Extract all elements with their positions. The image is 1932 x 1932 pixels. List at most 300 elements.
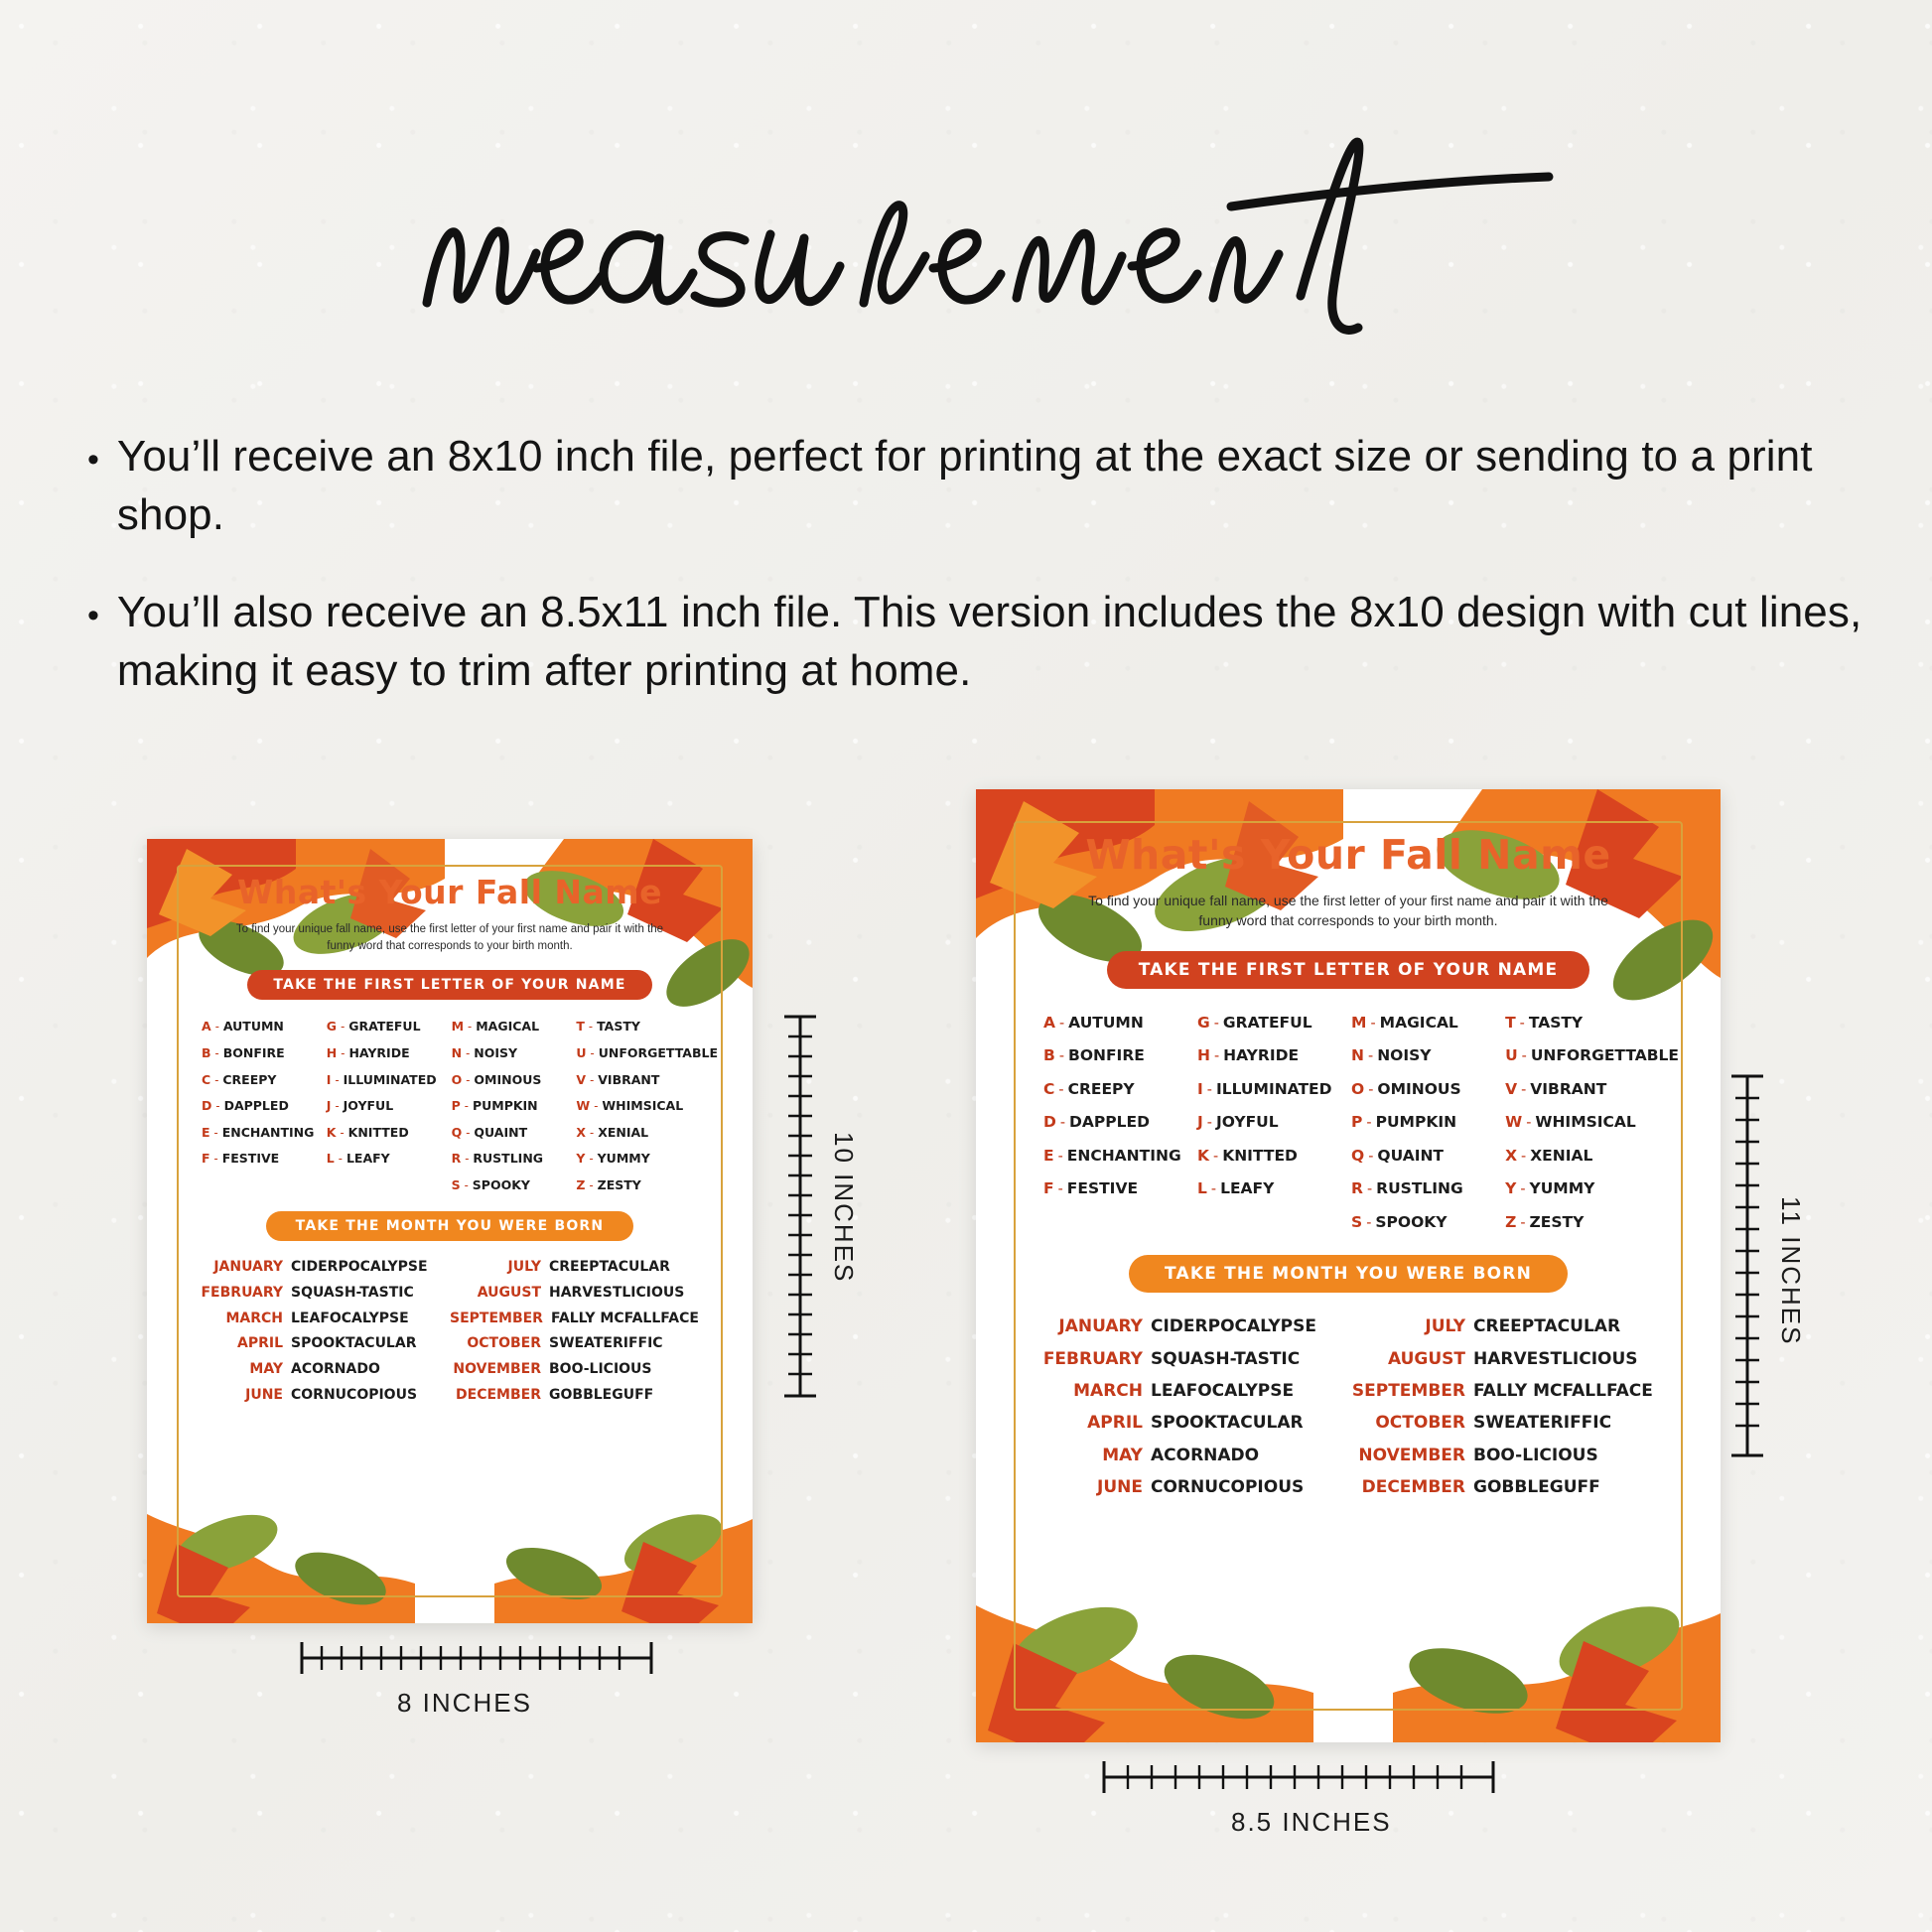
letter-key: M	[1351, 1013, 1367, 1032]
month-name: SEPTEMBER	[450, 1310, 543, 1326]
letter-entry	[202, 1014, 327, 1040]
month-word: SPOOKTACULAR	[1151, 1413, 1304, 1434]
letter-word: YUMMY	[597, 1151, 650, 1167]
letter-word: AUTUMN	[1068, 1013, 1144, 1032]
ruler-horizontal-left	[298, 1638, 655, 1683]
letter-word: BONFIRE	[222, 1044, 285, 1060]
letter-entry	[327, 1014, 452, 1040]
letter-key: R	[1351, 1179, 1363, 1198]
letter-entry	[576, 1040, 718, 1067]
dash-separator: -	[215, 1099, 220, 1114]
letter-key: Y	[576, 1151, 586, 1167]
month-word: BOO-LICIOUS	[549, 1361, 652, 1378]
ruler-horizontal-right	[1100, 1757, 1497, 1802]
letter-entry	[452, 1093, 577, 1120]
bullet-dot: •	[87, 441, 99, 479]
letter-entry	[576, 1014, 718, 1040]
letter-word: JOYFUL	[343, 1098, 394, 1114]
ruler-label-right-width: 8.5 INCHES	[1231, 1807, 1392, 1837]
month-word: SQUASH-TASTIC	[291, 1284, 414, 1301]
dash-separator: -	[1059, 1114, 1066, 1132]
letter-key: E	[1043, 1146, 1054, 1165]
letter-key: T	[576, 1019, 585, 1035]
letter-key: Q	[1351, 1146, 1365, 1165]
letter-key: N	[1351, 1046, 1365, 1065]
letter-entry	[1197, 1206, 1351, 1240]
letter-key: U	[1505, 1046, 1518, 1065]
letter-word: LEAFY	[345, 1151, 390, 1167]
ruler-label-right-height: 11 INCHES	[1776, 1196, 1806, 1346]
month-entry	[192, 1357, 450, 1383]
month-name: JULY	[1425, 1316, 1465, 1337]
letter-entry	[1197, 1039, 1351, 1073]
letter-key: B	[1043, 1046, 1055, 1065]
month-name: MAY	[249, 1361, 283, 1378]
letter-word: UNFORGETTABLE	[598, 1044, 718, 1060]
letter-entry	[327, 1120, 452, 1147]
letter-word: WHIMSICAL	[1535, 1113, 1636, 1132]
month-entry	[450, 1255, 708, 1281]
letters-grid	[182, 1014, 718, 1198]
letter-key: L	[1197, 1179, 1207, 1198]
letter-word: XENIAL	[598, 1124, 649, 1140]
letter-entry	[1043, 1140, 1197, 1173]
letter-word: KNITTED	[347, 1124, 409, 1140]
letter-word: ENCHANTING	[1066, 1146, 1181, 1165]
letter-entry	[327, 1067, 452, 1094]
letter-word: ZESTY	[1529, 1212, 1585, 1231]
letter-entry	[1043, 1007, 1197, 1040]
bullet-text: You’ll also receive an 8.5x11 inch file. This version includes the 8x10 design with cut lines, making it easy to trim after printing at home.	[116, 587, 1863, 696]
letter-word: WHIMSICAL	[602, 1098, 684, 1114]
month-name: JANUARY	[1058, 1316, 1143, 1337]
bullet-list	[87, 427, 1864, 739]
ruler-vertical-left	[780, 1013, 820, 1405]
month-word: SWEATERIFFIC	[1473, 1413, 1612, 1434]
dash-separator: -	[1368, 1047, 1374, 1065]
letter-key: L	[326, 1151, 335, 1167]
letter-entry	[1043, 1173, 1197, 1206]
dash-separator: -	[341, 1045, 345, 1060]
month-word: ACORNADO	[1151, 1445, 1260, 1465]
letter-entry	[327, 1173, 452, 1199]
letter-word: JOYFUL	[1215, 1113, 1279, 1132]
letter-key: B	[202, 1044, 211, 1060]
month-entry	[450, 1281, 708, 1307]
letter-entry	[1043, 1039, 1197, 1073]
month-entry	[1026, 1311, 1348, 1342]
month-word: FALLY MCFALLFACE	[1473, 1381, 1653, 1402]
dash-separator: -	[1521, 1147, 1527, 1165]
letter-entry	[1351, 1173, 1505, 1206]
letter-key: Y	[1505, 1179, 1517, 1198]
dash-separator: -	[1368, 1147, 1374, 1165]
letter-key: H	[326, 1044, 338, 1060]
letter-word: RUSTLING	[473, 1151, 544, 1167]
letter-key: J	[1197, 1113, 1203, 1132]
month-entry	[1026, 1471, 1348, 1503]
dash-separator: -	[1521, 1080, 1527, 1098]
dash-separator: -	[589, 1152, 594, 1167]
letter-key: G	[326, 1019, 338, 1035]
banner-letters: TAKE THE FIRST LETTER OF YOUR NAME	[1107, 951, 1590, 989]
month-name: JULY	[507, 1258, 541, 1275]
letter-word: CREEPY	[222, 1071, 277, 1087]
month-name: SEPTEMBER	[1351, 1381, 1465, 1402]
dash-separator: -	[468, 1020, 473, 1035]
month-word: SQUASH-TASTIC	[1151, 1348, 1301, 1369]
letter-entry	[1197, 1173, 1351, 1206]
ruler-label-left-height: 10 INCHES	[829, 1132, 859, 1284]
month-name: MARCH	[1073, 1381, 1143, 1402]
letter-key: V	[1505, 1079, 1518, 1098]
letter-word: RUSTLING	[1376, 1179, 1463, 1198]
letter-key: R	[451, 1151, 462, 1167]
letter-word: TASTY	[597, 1019, 640, 1035]
dash-separator: -	[465, 1152, 470, 1167]
month-word: CIDERPOCALYPSE	[291, 1258, 428, 1275]
month-name: DECEMBER	[456, 1387, 541, 1404]
letter-entry	[202, 1146, 327, 1173]
months-grid	[192, 1255, 708, 1409]
letter-entry	[1351, 1039, 1505, 1073]
month-entry	[450, 1383, 708, 1409]
letter-word: FESTIVE	[221, 1151, 280, 1167]
month-entry	[1026, 1343, 1348, 1375]
letter-key: Q	[451, 1124, 463, 1140]
dash-separator: -	[1058, 1047, 1064, 1065]
letter-word: DAPPLED	[1069, 1113, 1150, 1132]
month-name: JANUARY	[213, 1258, 283, 1275]
dash-separator: -	[464, 1099, 469, 1114]
dash-separator: -	[1058, 1080, 1064, 1098]
dash-separator: -	[1213, 1014, 1219, 1032]
month-name: APRIL	[1087, 1413, 1143, 1434]
letter-key: K	[326, 1124, 337, 1140]
poster-title: What's Your Fall Name	[236, 873, 663, 911]
month-entry	[192, 1255, 450, 1281]
letter-entry	[1197, 1106, 1351, 1140]
dash-separator: -	[1519, 1014, 1525, 1032]
dash-separator: -	[1057, 1147, 1063, 1165]
dash-separator: -	[341, 1020, 345, 1035]
month-entry	[450, 1357, 708, 1383]
dash-separator: -	[1057, 1180, 1063, 1198]
month-word: CORNUCOPIOUS	[1151, 1476, 1305, 1497]
dash-separator: -	[335, 1072, 340, 1087]
dash-separator: -	[1521, 1047, 1527, 1065]
month-name: APRIL	[236, 1335, 283, 1352]
dash-separator: -	[1213, 1147, 1219, 1165]
dash-separator: -	[589, 1178, 594, 1193]
letter-entry	[576, 1120, 718, 1147]
dash-separator: -	[1370, 1014, 1376, 1032]
poster-8x10[interactable]	[147, 839, 753, 1623]
dash-separator: -	[466, 1072, 471, 1087]
month-name: OCTOBER	[467, 1335, 541, 1352]
letter-key: S	[1351, 1212, 1363, 1231]
month-word: BOO-LICIOUS	[1473, 1445, 1598, 1465]
letter-word: PUMPKIN	[1375, 1113, 1457, 1132]
dash-separator: -	[590, 1072, 595, 1087]
letter-entry	[327, 1146, 452, 1173]
letter-word: GRATEFUL	[1222, 1013, 1312, 1032]
letter-word: BONFIRE	[1068, 1046, 1145, 1065]
month-word: ACORNADO	[291, 1361, 380, 1378]
month-word: LEAFOCALYPSE	[1151, 1381, 1295, 1402]
month-name: NOVEMBER	[1358, 1445, 1465, 1465]
dash-separator: -	[1206, 1114, 1212, 1132]
month-word: HARVESTLICIOUS	[1473, 1348, 1638, 1369]
months-grid	[1026, 1311, 1671, 1503]
letter-word: SPOOKY	[472, 1177, 530, 1193]
letter-key: U	[576, 1044, 587, 1060]
dash-separator: -	[1206, 1080, 1212, 1098]
dash-separator: -	[466, 1125, 471, 1140]
dash-separator: -	[1366, 1180, 1373, 1198]
dash-separator: -	[464, 1178, 469, 1193]
letter-word: OMINOUS	[1377, 1079, 1461, 1098]
month-entry	[1348, 1440, 1671, 1471]
dash-separator: -	[214, 1072, 219, 1087]
dash-separator: -	[213, 1125, 218, 1140]
letter-entry	[576, 1067, 718, 1094]
dash-separator: -	[1214, 1047, 1220, 1065]
month-entry	[450, 1307, 708, 1332]
letter-word: CREEPY	[1067, 1079, 1135, 1098]
month-name: FEBRUARY	[201, 1284, 283, 1301]
letter-entry	[202, 1040, 327, 1067]
month-word: FALLY MCFALLFACE	[550, 1310, 699, 1326]
letter-entry	[452, 1040, 577, 1067]
letter-word: ILLUMINATED	[343, 1071, 437, 1087]
letter-word: HAYRIDE	[1223, 1046, 1300, 1065]
month-word: CORNUCOPIOUS	[291, 1387, 418, 1404]
letter-word: MAGICAL	[476, 1019, 540, 1035]
letter-key: F	[202, 1151, 210, 1167]
dash-separator: -	[1520, 1180, 1526, 1198]
month-word: GOBBLEGUFF	[549, 1387, 654, 1404]
letter-entry	[1197, 1140, 1351, 1173]
letter-entry	[202, 1093, 327, 1120]
letter-entry	[452, 1120, 577, 1147]
dash-separator: -	[594, 1099, 599, 1114]
month-name: FEBRUARY	[1042, 1348, 1143, 1369]
letter-entry	[1505, 1140, 1679, 1173]
letter-entry	[202, 1173, 327, 1199]
poster-title: What's Your Fall Name	[1085, 831, 1611, 879]
letter-word: NOISY	[1377, 1046, 1432, 1065]
month-entry	[1026, 1407, 1348, 1439]
letter-entry	[452, 1067, 577, 1094]
letter-key: C	[202, 1071, 211, 1087]
letter-word: PUMPKIN	[472, 1098, 538, 1114]
letter-key: W	[576, 1098, 591, 1114]
month-word: CREEPTACULAR	[1473, 1316, 1621, 1337]
dash-separator: -	[1059, 1014, 1065, 1032]
dash-separator: -	[338, 1152, 343, 1167]
letter-key: D	[202, 1098, 212, 1114]
month-entry	[192, 1383, 450, 1409]
letter-entry	[1351, 1106, 1505, 1140]
letter-entry	[1197, 1007, 1351, 1040]
letter-entry	[1351, 1073, 1505, 1107]
month-entry	[1026, 1440, 1348, 1471]
dash-separator: -	[590, 1125, 595, 1140]
month-word: SPOOKTACULAR	[291, 1335, 417, 1352]
letter-word: TASTY	[1528, 1013, 1584, 1032]
letter-entry	[1351, 1007, 1505, 1040]
letter-entry	[452, 1014, 577, 1040]
letter-key: A	[1043, 1013, 1055, 1032]
letter-word: NOISY	[474, 1044, 518, 1060]
dash-separator: -	[340, 1125, 345, 1140]
poster-subtitle: To find your unique fall name, use the first letter of your first name and pair it with the funny word that corresponds to your birth month.	[1088, 893, 1608, 929]
letter-entry	[1505, 1206, 1679, 1240]
month-entry	[1348, 1343, 1671, 1375]
letter-key: O	[1351, 1079, 1365, 1098]
letter-entry	[1043, 1073, 1197, 1107]
letter-key: P	[451, 1098, 461, 1114]
banner-months: TAKE THE MONTH YOU WERE BORN	[266, 1211, 634, 1241]
month-entry	[1348, 1311, 1671, 1342]
banner-letters: TAKE THE FIRST LETTER OF YOUR NAME	[247, 970, 651, 1000]
dash-separator: -	[213, 1152, 218, 1167]
letter-key: I	[1197, 1079, 1203, 1098]
letter-word: ILLUMINATED	[1215, 1079, 1332, 1098]
letter-entry	[1351, 1140, 1505, 1173]
letter-entry	[202, 1067, 327, 1094]
banner-months: TAKE THE MONTH YOU WERE BORN	[1129, 1255, 1568, 1293]
month-word: GOBBLEGUFF	[1473, 1476, 1600, 1497]
month-name: DECEMBER	[1361, 1476, 1465, 1497]
letter-entry	[452, 1173, 577, 1199]
letter-entry	[1505, 1039, 1679, 1073]
letter-key: K	[1197, 1146, 1210, 1165]
letter-key: N	[451, 1044, 463, 1060]
letter-entry	[1043, 1106, 1197, 1140]
month-name: JUNE	[1097, 1476, 1143, 1497]
letter-entry	[202, 1120, 327, 1147]
month-entry	[192, 1331, 450, 1357]
bullet-text: You’ll receive an 8x10 inch file, perfect for printing at the exact size or sending to a print shop.	[116, 432, 1813, 540]
month-name: MAY	[1102, 1445, 1143, 1465]
month-entry	[1026, 1375, 1348, 1407]
list-item	[87, 427, 1864, 545]
letter-word: HAYRIDE	[348, 1044, 410, 1060]
letter-key: H	[1197, 1046, 1210, 1065]
letter-key: D	[1043, 1113, 1056, 1132]
letter-word: UNFORGETTABLE	[1530, 1046, 1679, 1065]
letter-word: QUAINT	[474, 1124, 528, 1140]
month-word: LEAFOCALYPSE	[291, 1310, 409, 1326]
dash-separator: -	[1368, 1080, 1374, 1098]
month-name: OCTOBER	[1375, 1413, 1465, 1434]
letter-key: T	[1505, 1013, 1516, 1032]
month-entry	[192, 1281, 450, 1307]
month-name: AUGUST	[477, 1284, 541, 1301]
ruler-vertical-right	[1727, 1072, 1767, 1464]
letter-key: E	[202, 1124, 210, 1140]
dash-separator: -	[588, 1020, 594, 1035]
month-name: NOVEMBER	[453, 1361, 541, 1378]
letter-entry	[576, 1173, 718, 1199]
letter-word: VIBRANT	[598, 1071, 660, 1087]
letter-key: S	[451, 1177, 461, 1193]
dash-separator: -	[1520, 1213, 1526, 1231]
dash-separator: -	[335, 1099, 340, 1114]
letter-key: W	[1505, 1113, 1523, 1132]
dash-separator: -	[214, 1045, 219, 1060]
ruler-label-left-width: 8 INCHES	[397, 1688, 532, 1718]
letter-word: MAGICAL	[1379, 1013, 1458, 1032]
letter-entry	[1505, 1007, 1679, 1040]
page-title	[397, 99, 1588, 357]
poster-8p5x11[interactable]	[976, 789, 1721, 1742]
letter-word: OMINOUS	[474, 1071, 542, 1087]
letter-key: G	[1197, 1013, 1210, 1032]
letter-key: X	[1505, 1146, 1518, 1165]
dash-separator: -	[590, 1045, 595, 1060]
letter-word: ENCHANTING	[221, 1124, 315, 1140]
letter-key: X	[576, 1124, 587, 1140]
bullet-dot: •	[87, 596, 99, 634]
letter-key: M	[451, 1019, 465, 1035]
month-word: CIDERPOCALYPSE	[1151, 1316, 1316, 1337]
letter-key: Z	[1505, 1212, 1517, 1231]
dash-separator: -	[1210, 1180, 1217, 1198]
month-entry	[192, 1307, 450, 1332]
letter-word: LEAFY	[1220, 1179, 1275, 1198]
letter-entry	[1505, 1106, 1679, 1140]
dash-separator: -	[1526, 1114, 1532, 1132]
letter-word: AUTUMN	[222, 1019, 284, 1035]
letter-entry	[1505, 1073, 1679, 1107]
poster-subtitle: To find your unique fall name, use the first letter of your first name and pair it with the funny word that corresponds to your birth month.	[235, 923, 664, 952]
letter-entry	[327, 1093, 452, 1120]
list-item	[87, 583, 1864, 701]
letter-word: VIBRANT	[1530, 1079, 1607, 1098]
letter-key: Z	[576, 1177, 586, 1193]
letter-entry	[452, 1146, 577, 1173]
dash-separator: -	[1366, 1213, 1372, 1231]
letter-entry	[576, 1093, 718, 1120]
letter-key: C	[1043, 1079, 1055, 1098]
letter-word: SPOOKY	[1375, 1212, 1448, 1231]
letter-word: FESTIVE	[1066, 1179, 1139, 1198]
dash-separator: -	[214, 1020, 219, 1035]
month-word: SWEATERIFFIC	[549, 1335, 663, 1352]
letter-word: YUMMY	[1529, 1179, 1595, 1198]
letter-word: KNITTED	[1222, 1146, 1298, 1165]
dash-separator: -	[1366, 1114, 1372, 1132]
month-name: MARCH	[225, 1310, 283, 1326]
letter-key: A	[202, 1019, 211, 1035]
letter-word: QUAINT	[1377, 1146, 1445, 1165]
letter-key: P	[1351, 1113, 1363, 1132]
letter-key: F	[1043, 1179, 1054, 1198]
month-entry	[450, 1331, 708, 1357]
letter-key: J	[326, 1098, 332, 1114]
month-word: HARVESTLICIOUS	[549, 1284, 685, 1301]
month-entry	[1348, 1375, 1671, 1407]
letter-word: XENIAL	[1530, 1146, 1593, 1165]
dash-separator: -	[466, 1045, 471, 1060]
letter-key: V	[576, 1071, 587, 1087]
letter-entry	[1197, 1073, 1351, 1107]
letter-entry	[576, 1146, 718, 1173]
letter-word: GRATEFUL	[348, 1019, 421, 1035]
